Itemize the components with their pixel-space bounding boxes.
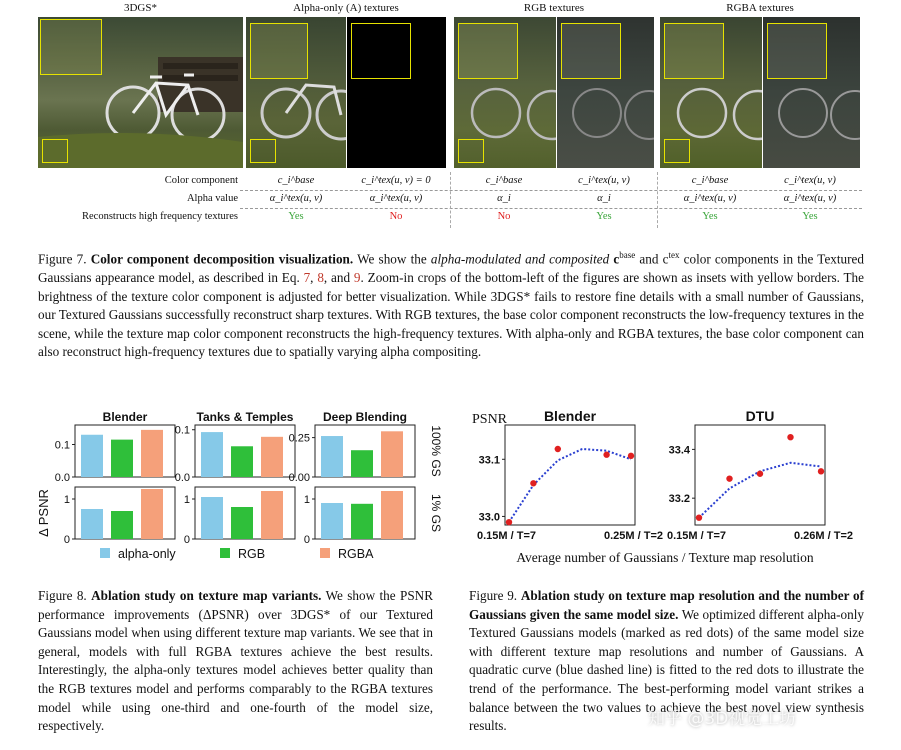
caption-label: Figure 8. — [38, 588, 87, 603]
caption-text: and c — [635, 251, 669, 267]
watermark: 知乎 @3D视觉工坊 — [648, 709, 797, 729]
y-tick-label: 0 — [183, 534, 190, 546]
cell-reconstructs-no: No — [497, 211, 511, 222]
y-tick-label: 0.1 — [54, 439, 70, 452]
figure-8-caption — [38, 587, 433, 736]
panel-title: DTU — [745, 408, 775, 424]
caption-text: color components in the Textured Gaussians appearance model, as described in Eq. — [38, 251, 864, 285]
cell-color-component: c_i^base — [691, 175, 729, 186]
cell-reconstructs-yes: Yes — [702, 211, 718, 222]
bar-rgb — [111, 511, 133, 539]
row-label-alpha-value: Alpha value — [186, 193, 238, 204]
cell-reconstructs-yes: Yes — [596, 211, 612, 222]
y-tick-label: 1 — [183, 494, 190, 506]
cell-color-component: c_i^tex(u, v) = 0 — [361, 175, 431, 186]
zoom-inset-bottom — [458, 139, 484, 163]
y-tick-label: 33.1 — [478, 454, 500, 467]
fit-curve — [509, 449, 631, 522]
y-tick-label: 33.4 — [668, 444, 690, 457]
column-divider — [657, 172, 658, 228]
cell-alpha-value: α_i^tex(u, v) — [683, 193, 737, 204]
y-tick-label: 0.0 — [54, 472, 70, 484]
x-tick-label: 0.25M / T=2 — [603, 530, 663, 542]
legend-label: alpha-only — [118, 547, 176, 561]
data-point — [530, 480, 536, 486]
bar-alpha-only — [201, 497, 223, 539]
caption-text: We show the — [357, 251, 431, 267]
zoom-inset-bottom — [250, 139, 276, 163]
cell-color-component: c_i^tex(u, v) — [578, 175, 630, 186]
bar-rgba — [261, 491, 283, 539]
row-label-color-component: Color component — [164, 175, 238, 186]
image-rgb-tex — [557, 17, 654, 168]
bar-rgb — [231, 507, 253, 539]
x-tick-label: 0.26M / T=2 — [793, 530, 853, 542]
cell-color-component: c_i^tex(u, v) — [784, 175, 836, 186]
caption-label: Figure 7. — [38, 251, 87, 267]
cell-alpha-value: α_i^tex(u, v) — [269, 193, 323, 204]
bar-rgb — [351, 450, 373, 477]
row-divider — [240, 190, 862, 191]
data-point — [757, 471, 763, 477]
y-tick-label: 0.25 — [288, 432, 310, 445]
data-point — [555, 446, 561, 452]
y-tick-label: 0 — [63, 534, 70, 546]
header-rgb: RGB textures — [523, 2, 585, 14]
zoom-inset-bottom — [42, 139, 68, 163]
equation-ref-link[interactable]: 8 — [317, 269, 324, 285]
header-3dgs: 3DGS* — [123, 2, 157, 14]
panel-title: Blender — [102, 410, 148, 424]
caption-text: We optimized different alpha-only Textured Gaussians models (marked as red dots) of the same model size with different texture map resolutions and number of Gaussians. A quadratic curve (blue dashed line) is fitted to the red dots to illustrate the trend of the performance. The best-performing model variant strikes a balance between the two values to achieve the best novel view synthesis results. — [469, 606, 864, 734]
legend-swatch — [320, 548, 330, 558]
cell-alpha-value: α_i — [597, 193, 611, 204]
header-rgba: RGBA textures — [726, 2, 794, 14]
zoom-inset-bottom — [664, 139, 690, 163]
data-point — [696, 514, 702, 520]
caption-text: We show the PSNR performance improvements (ΔPSNR) over 3DGS* of our Textured Gaussians model when using different texture map variants. We see that in general, models with full RGBA textures achieve the best results. Interestingly, the alpha-only textures model achieves better quality than the RGB textures model and performs comparably to the RGBA textures model while using one-third and one-fourth of the model size, respectively. — [38, 588, 434, 734]
panel-frame — [505, 425, 635, 525]
zoom-inset-top — [767, 23, 827, 79]
bar-rgb — [351, 504, 373, 539]
legend-label: RGB — [238, 547, 266, 561]
zoom-inset-top — [561, 23, 621, 79]
cell-color-component: c_i^base — [485, 175, 523, 186]
bar-alpha-only — [81, 435, 103, 477]
figure-7-caption — [38, 246, 864, 362]
data-point — [603, 452, 609, 458]
zoom-inset-top — [250, 23, 308, 79]
panel-title: Tanks & Temples — [196, 410, 294, 424]
cell-alpha-value: α_i^tex(u, v) — [783, 193, 837, 204]
bar-rgba — [381, 431, 403, 477]
bar-rgb — [111, 440, 133, 477]
x-tick-label: 0.15M / T=7 — [667, 530, 727, 542]
data-point — [818, 468, 824, 474]
data-point — [787, 434, 793, 440]
x-axis-label: Average number of Gaussians / Texture map resolution — [516, 550, 814, 565]
cell-alpha-value: α_i — [497, 193, 511, 204]
image-alpha-tex — [347, 17, 446, 168]
cell-reconstructs-yes: Yes — [288, 211, 304, 222]
data-point — [628, 453, 634, 459]
equation-ref-link[interactable]: 7 — [303, 269, 311, 285]
image-rgb-base — [454, 17, 556, 168]
row-label-reconstructs: Reconstructs high frequency textures — [82, 211, 238, 222]
caption-text: , and — [323, 269, 354, 285]
zoom-inset-top — [458, 23, 518, 79]
caption-title: Ablation study on texture map variants. — [91, 588, 322, 603]
zoom-inset-top — [40, 19, 102, 75]
caption-superscript: base — [619, 250, 636, 260]
zoom-inset-top — [664, 23, 724, 79]
panel-title: Deep Blending — [322, 410, 408, 424]
header-alpha-only: Alpha-only (A) textures — [293, 2, 399, 14]
row-divider — [240, 208, 862, 209]
bar-rgba — [261, 437, 283, 477]
image-alpha-base — [246, 17, 346, 168]
cell-reconstructs-no: No — [389, 211, 403, 222]
caption-symbol: c — [609, 251, 620, 267]
image-rgba-tex — [763, 17, 860, 168]
cell-alpha-value: α_i^tex(u, v) — [369, 193, 423, 204]
bar-rgb — [231, 446, 253, 477]
legend-swatch — [100, 548, 110, 558]
equation-ref-link[interactable]: 9 — [353, 269, 361, 285]
caption-text: . Zoom-in crops of the bottom-left of the figures are shown as insets with yellow borders. The brightness of the texture color component is adjusted for better visualization. While 3DGS* fails to restore fine details with a small number of Gaussians, our Textured Gaussians successfully reconstruct sharp textures. With RGB textures, the base color component reconstructs the low-frequency textures in the scene, while the texture map color component reconstructs the high-frequency textures. With alpha-only and RGBA textures, the base color component can also reconstruct high-frequency textures due to spatially varying alpha compositing. — [38, 269, 865, 360]
bar-rgba — [141, 430, 163, 477]
panel-title: Blender — [543, 408, 597, 424]
zoom-inset-top — [351, 23, 411, 79]
bar-rgba — [381, 491, 403, 539]
x-tick-label: 0.15M / T=7 — [477, 530, 537, 542]
y-tick-label: 0.0 — [174, 472, 190, 484]
bar-alpha-only — [201, 432, 223, 477]
caption-title: Color component decomposition visualization. — [90, 251, 354, 267]
figure-9-chart — [460, 405, 870, 580]
data-point — [506, 519, 512, 525]
caption-text: , — [310, 269, 318, 285]
y-tick-label: 33.0 — [478, 511, 500, 524]
bar-rgba — [141, 489, 163, 539]
row-label: 100% GS — [429, 425, 443, 477]
caption-label: Figure 9. — [469, 588, 518, 603]
column-divider — [450, 172, 451, 228]
y-tick-label: 0 — [303, 534, 310, 546]
y-tick-label: 1 — [63, 494, 70, 506]
y-tick-label: 1 — [303, 494, 310, 506]
y-tick-label: 33.2 — [668, 493, 690, 506]
caption-title: Ablation study on texture map resolution and the number of Gaussians given the same model size. — [469, 588, 865, 622]
y-tick-label: 0.00 — [288, 472, 310, 484]
y-axis-label: PSNR — [472, 412, 508, 427]
data-point — [726, 475, 732, 481]
y-tick-label: 0.1 — [174, 424, 190, 437]
figure-8-chart — [30, 405, 450, 580]
bar-alpha-only — [321, 436, 343, 477]
bar-alpha-only — [81, 509, 103, 539]
caption-text-italic: alpha-modulated and composited — [430, 251, 610, 267]
bar-alpha-only — [321, 503, 343, 539]
image-3dgs — [38, 17, 243, 168]
legend-swatch — [220, 548, 230, 558]
image-rgba-base — [660, 17, 762, 168]
legend-label: RGBA — [338, 547, 374, 561]
cell-color-component: c_i^base — [277, 175, 315, 186]
row-label: 1% GS — [429, 493, 443, 533]
y-axis-label: Δ PSNR — [36, 489, 51, 537]
caption-superscript: tex — [668, 250, 680, 260]
cell-reconstructs-yes: Yes — [802, 211, 818, 222]
